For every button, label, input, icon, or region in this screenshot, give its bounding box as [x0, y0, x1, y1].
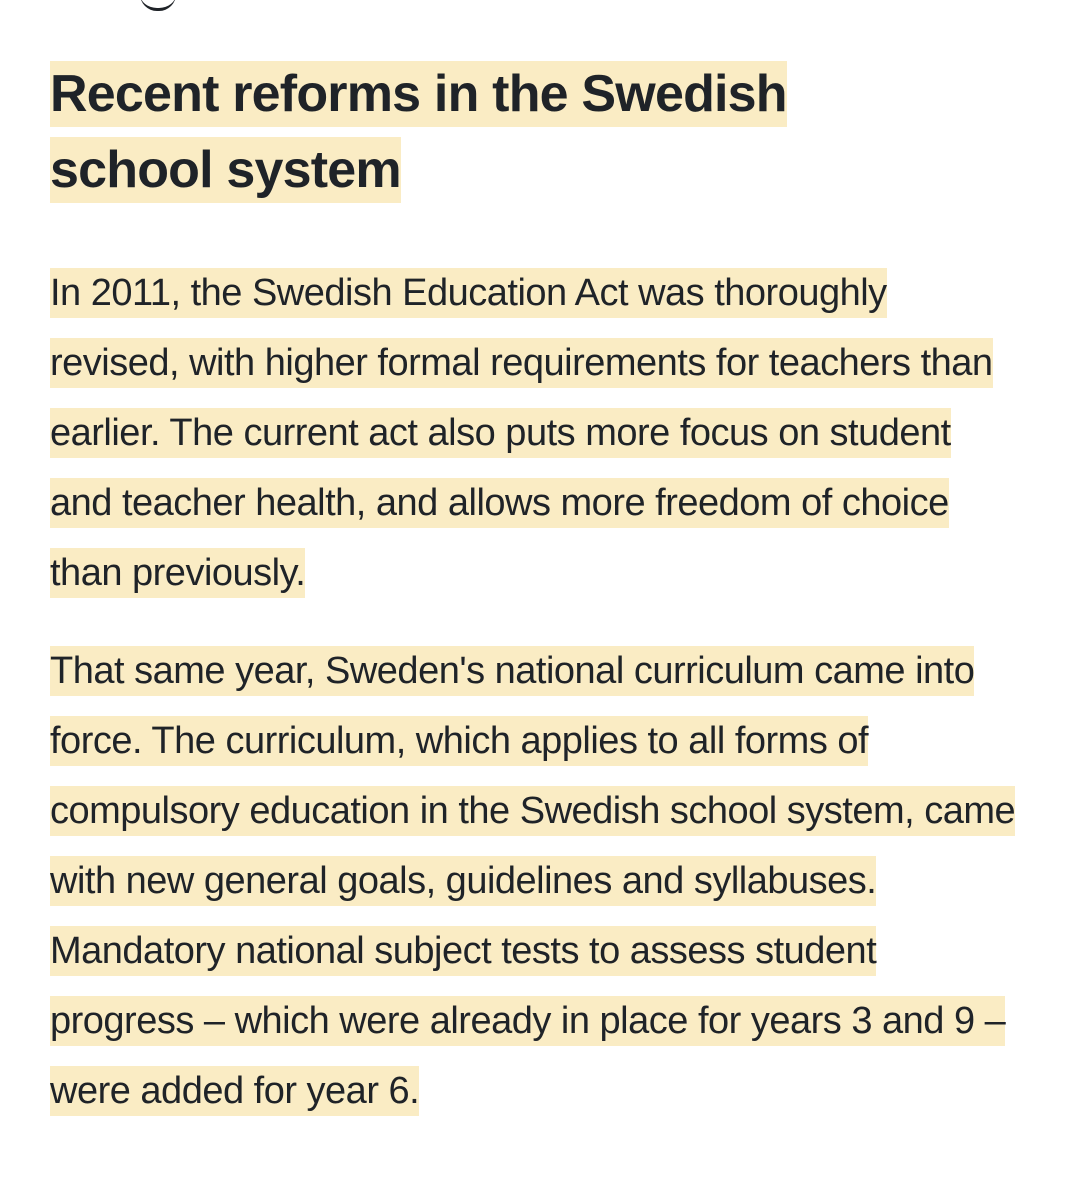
- paragraph-national-curriculum: [50, 636, 1025, 1126]
- highlighted-paragraph-text[interactable]: In 2011, the Swedish Education Act was thoroughly revised, with higher formal requirements for teachers than earlier. The current act also puts more focus on student and teacher health, and allows more freedom of choice than previously.: [50, 268, 993, 598]
- highlighted-paragraph-text[interactable]: That same year, Sweden's national curriculum came into force. The curriculum, which applies to all forms of compulsory education in the Swedish school system, came with new general goals, guidelines and syllabuses. Mandatory national subject tests to assess student progress – which were already in place for years 3 and 9 – were added for year 6.: [50, 646, 1015, 1116]
- paragraph-education-act: [50, 258, 1010, 608]
- section-heading: [50, 56, 910, 208]
- highlighted-heading-text[interactable]: Recent reforms in the Swedish school system: [50, 61, 787, 203]
- article-section: [50, 56, 1040, 1126]
- clipped-text-fragment: [140, 0, 176, 11]
